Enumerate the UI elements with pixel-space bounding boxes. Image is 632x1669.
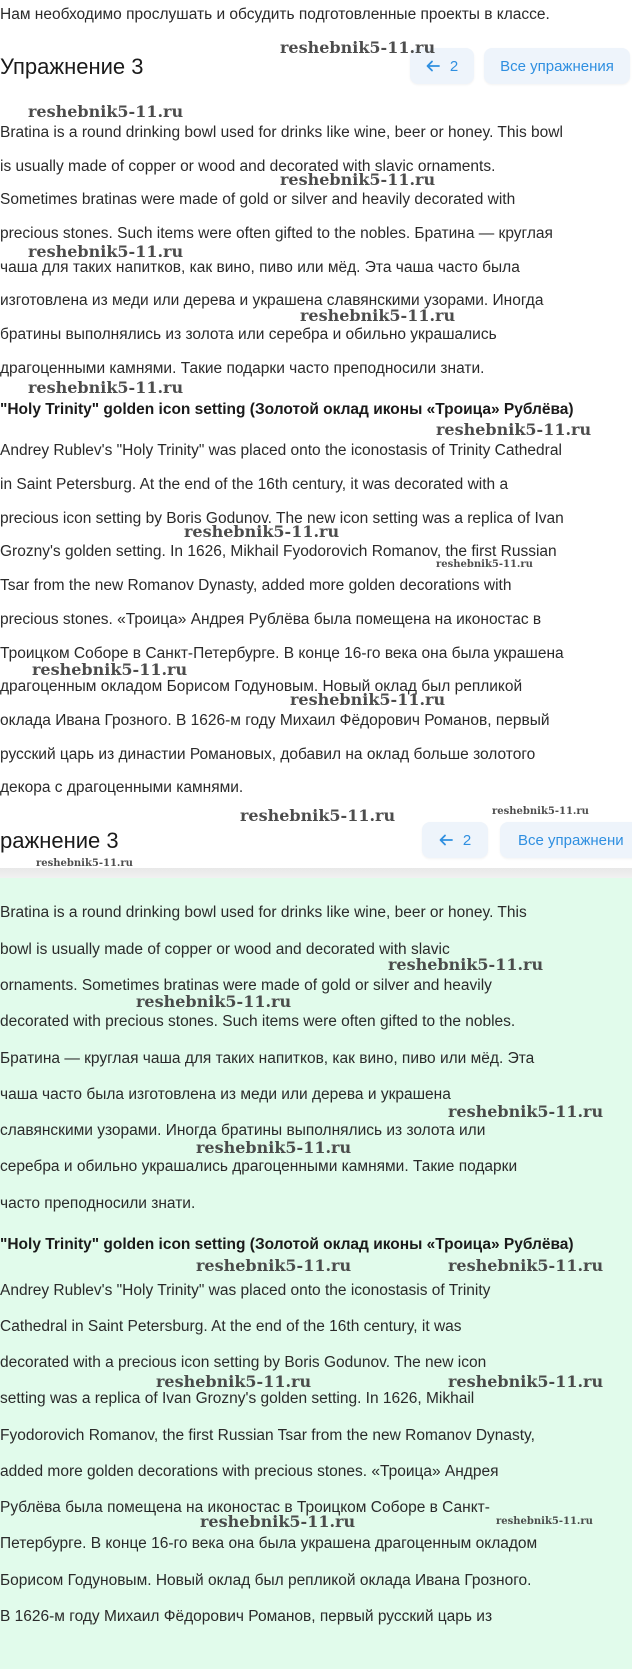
- all-exercises-button[interactable]: [484, 48, 630, 84]
- prev-exercise-label: 2: [449, 57, 459, 75]
- watermark: reshebnik5-11.ru: [436, 420, 592, 439]
- paragraph-line: изготовлена из меди или дерева и украшена славянскими узорами. Иногда: [0, 292, 544, 309]
- exercise-title: Упражнение 3: [0, 54, 144, 79]
- paragraph-line: Fyodorovich Romanov, the first Russian Tsar from the new Romanov Dynasty,: [0, 1427, 535, 1444]
- paragraph-line: precious stones. «Троица» Андрея Рублёва была помещена на иконостас в: [0, 611, 542, 628]
- watermark: reshebnik5-11.ru: [200, 1512, 356, 1531]
- watermark: reshebnik5-11.ru: [196, 1256, 352, 1275]
- watermark: reshebnik5-11.ru: [436, 559, 533, 570]
- section-subtitle: "Holy Trinity" golden icon setting (Золотой оклад иконы «Троица» Рублёва): [0, 1236, 574, 1253]
- paragraph-line: славянскими узорами. Иногда братины выполнялись из золота или: [0, 1122, 486, 1139]
- prev-exercise-button-sticky[interactable]: [422, 822, 488, 858]
- paragraph-line: Andrey Rublev's "Holy Trinity" was placed onto the iconostasis of Trinity Cathedral: [0, 442, 562, 459]
- watermark: reshebnik5-11.ru: [280, 38, 436, 57]
- paragraph-line: серебра и обильно украшались драгоценными камнями. Такие подарки: [0, 1158, 518, 1175]
- watermark: reshebnik5-11.ru: [448, 1372, 604, 1391]
- paragraph-line: setting was a replica of Ivan Grozny's golden setting. In 1626, Mikhail: [0, 1390, 475, 1407]
- watermark: reshebnik5-11.ru: [28, 102, 184, 121]
- watermark: reshebnik5-11.ru: [156, 1372, 312, 1391]
- paragraph-line: Tsar from the new Romanov Dynasty, added more golden decorations with: [0, 577, 512, 594]
- exercise-title-sticky: ражнение 3: [0, 828, 119, 853]
- all-exercises-label: Все упражнения: [500, 57, 614, 75]
- watermark: reshebnik5-11.ru: [136, 992, 292, 1011]
- paragraph-line: чаша для таких напитков, как вино, пиво или мёд. Эта чаша часто была: [0, 259, 520, 276]
- paragraph-line: драгоценным окладом Борисом Годуновым. Новый оклад был репликой: [0, 678, 523, 695]
- paragraph-line: Sometimes bratinas were made of gold or silver and heavily decorated with: [0, 191, 516, 208]
- paragraph-line: часто преподносили знати.: [0, 1195, 196, 1212]
- paragraph-line: Andrey Rublev's "Holy Trinity" was placed onto the iconostasis of Trinity: [0, 1282, 491, 1299]
- paragraph-line: precious stones. Such items were often gifted to the nobles. Братина — круглая: [0, 225, 553, 242]
- watermark: reshebnik5-11.ru: [184, 522, 340, 541]
- paragraph-line: Cathedral in Saint Petersburg. At the end of the 16th century, it was: [0, 1318, 462, 1335]
- prev-exercise-label: 2: [462, 831, 472, 849]
- paragraph-line: decorated with a precious icon setting by Boris Godunov. The new icon: [0, 1354, 487, 1371]
- paragraph-line: Bratina is a round drinking bowl used for drinks like wine, beer or honey. This: [0, 904, 527, 921]
- watermark: reshebnik5-11.ru: [28, 242, 184, 261]
- paragraph-line: Борисом Годуновым. Новый оклад был репликой оклада Ивана Грозного.: [0, 1572, 532, 1589]
- arrow-left-icon: [426, 59, 440, 73]
- section-subtitle: "Holy Trinity" golden icon setting (Золотой оклад иконы «Троица» Рублёва): [0, 401, 574, 418]
- watermark: reshebnik5-11.ru: [448, 1256, 604, 1275]
- watermark: reshebnik5-11.ru: [290, 690, 446, 709]
- paragraph-line: bowl is usually made of copper or wood and decorated with slavic: [0, 941, 450, 958]
- paragraph-line: decorated with precious stones. Such items were often gifted to the nobles.: [0, 1013, 516, 1030]
- watermark: reshebnik5-11.ru: [496, 1516, 593, 1527]
- watermark: reshebnik5-11.ru: [28, 378, 184, 397]
- arrow-left-icon: [439, 833, 453, 847]
- paragraph-line: Bratina is a round drinking bowl used for drinks like wine, beer or honey. This bowl: [0, 124, 563, 141]
- paragraph-line: is usually made of copper or wood and decorated with slavic ornaments.: [0, 158, 496, 175]
- paragraph-line: оклада Ивана Грозного. В 1626-м году Михаил Фёдорович Романов, первый: [0, 712, 550, 729]
- paragraph-line: русский царь из династии Романовых, добавил на оклад больше золотого: [0, 746, 536, 763]
- paragraph-line: братины выполнялись из золота или серебра и обильно украшались: [0, 326, 497, 343]
- paragraph-line: added more golden decorations with precious stones. «Троица» Андрея: [0, 1463, 499, 1480]
- paragraph-line: декора с драгоценными камнями.: [0, 779, 244, 796]
- paragraph-line: Троицком Соборе в Санкт-Петербурге. В конце 16-го века она была украшена: [0, 645, 564, 662]
- watermark: reshebnik5-11.ru: [240, 806, 396, 825]
- paragraph-line: Братина — круглая чаша для таких напитков, как вино, пиво или мёд. Эта: [0, 1050, 535, 1067]
- watermark: reshebnik5-11.ru: [388, 955, 544, 974]
- paragraph-line: В 1626-м году Михаил Фёдорович Романов, первый русский царь из: [0, 1608, 493, 1625]
- watermark: reshebnik5-11.ru: [36, 858, 133, 869]
- paragraph-line: Grozny's golden setting. In 1626, Mikhail Fyodorovich Romanov, the first Russian: [0, 543, 557, 560]
- paragraph-line: in Saint Petersburg. At the end of the 16th century, it was decorated with a: [0, 476, 509, 493]
- watermark: reshebnik5-11.ru: [196, 1138, 352, 1157]
- paragraph-line: Петербурге. В конце 16-го века она была украшена драгоценным окладом: [0, 1535, 538, 1552]
- paragraph-line: чаша часто была изготовлена из меди или дерева и украшена: [0, 1086, 451, 1103]
- all-exercises-label: Все упражнени: [518, 831, 624, 849]
- watermark: reshebnik5-11.ru: [280, 170, 436, 189]
- paragraph-line: precious icon setting by Boris Godunov. The new icon setting was a replica of Ivan: [0, 510, 564, 527]
- paragraph-line: драгоценными камнями. Такие подарки часто преподносили знати.: [0, 360, 485, 377]
- paragraph-line: Рублёва была помещена на иконостас в Троицком Соборе в Санкт-: [0, 1499, 490, 1516]
- watermark: reshebnik5-11.ru: [492, 806, 589, 817]
- all-exercises-button-sticky[interactable]: [500, 822, 632, 858]
- intro-text: Нам необходимо прослушать и обсудить подготовленные проекты в классе.: [0, 6, 550, 23]
- watermark: reshebnik5-11.ru: [300, 306, 456, 325]
- watermark: reshebnik5-11.ru: [448, 1102, 604, 1121]
- paragraph-line: ornaments. Sometimes bratinas were made of gold or silver and heavily: [0, 977, 492, 994]
- watermark: reshebnik5-11.ru: [32, 660, 188, 679]
